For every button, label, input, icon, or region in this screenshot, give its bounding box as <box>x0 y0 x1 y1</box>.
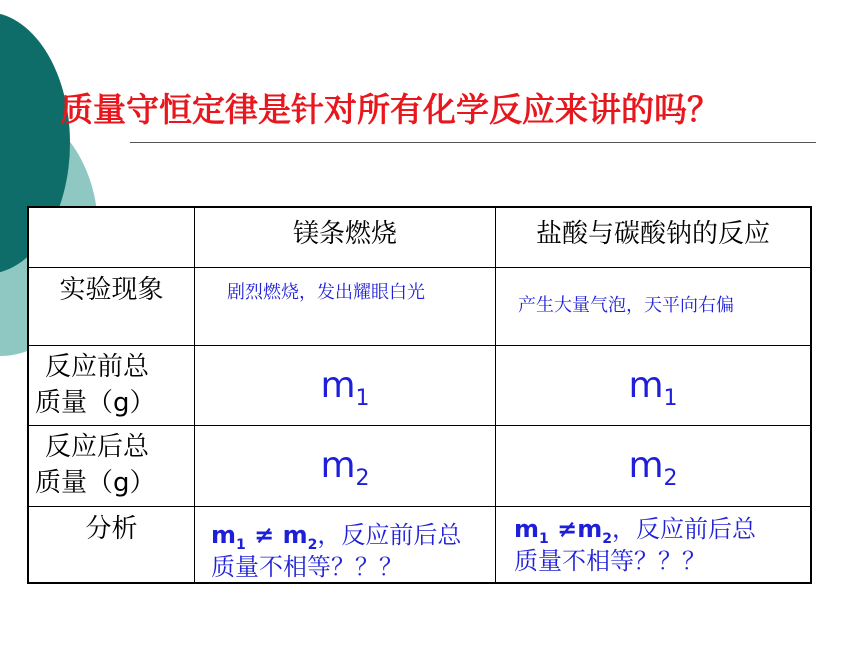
row-label-before-line2: 质量（g） <box>35 388 156 418</box>
row-label-before-line1: 反应前总 <box>45 352 150 382</box>
header-cell-hcl-na2co3 <box>495 208 810 267</box>
not-equal-sign: ≠ <box>245 521 283 549</box>
mass-symbol: m <box>320 445 356 486</box>
mass-subscript: 1 <box>663 386 678 412</box>
table-row-analysis <box>29 506 810 582</box>
row-label-analysis: 分析 <box>85 514 138 544</box>
analysis-cell-magnesium <box>194 507 495 582</box>
mass-symbol: m <box>628 365 664 406</box>
mass-symbol: m <box>211 521 237 549</box>
mass-subscript: 2 <box>355 466 370 492</box>
row-label-cell <box>29 346 194 425</box>
after-mass-cell-magnesium <box>194 426 495 506</box>
table-row-after-mass <box>29 425 810 506</box>
mass-subscript: 1 <box>236 536 246 553</box>
mass-symbol: m <box>320 365 356 406</box>
mass-subscript: 1 <box>355 386 370 412</box>
phenomenon-cell-hcl-na2co3 <box>495 268 810 345</box>
mass-symbol: m <box>282 521 308 549</box>
after-mass-hcl-na2co3-value <box>496 445 810 492</box>
before-mass-magnesium-value <box>195 365 495 412</box>
header-magnesium-label: 镁条燃烧 <box>292 219 397 249</box>
not-equal-sign: ≠ <box>548 515 578 543</box>
mass-subscript: 2 <box>602 530 612 547</box>
mass-subscript: 1 <box>539 530 549 547</box>
row-label-cell <box>29 426 194 506</box>
header-cell-empty <box>29 208 194 267</box>
after-mass-cell-hcl-na2co3 <box>495 426 810 506</box>
phenomenon-hcl-na2co3-text: 产生大量气泡，天平向右偏 <box>518 295 734 316</box>
table-header-row <box>29 208 810 267</box>
header-cell-magnesium <box>194 208 495 267</box>
title-underline <box>130 142 816 143</box>
row-label-after-line1: 反应后总 <box>45 432 150 462</box>
analysis-cell-hcl-na2co3 <box>495 507 810 582</box>
after-mass-magnesium-value <box>195 445 495 492</box>
analysis-tail-text: ，反应前后总 <box>317 521 462 549</box>
table-row-phenomenon <box>29 267 810 345</box>
header-hcl-na2co3-label: 盐酸与碳酸钠的反应 <box>535 219 770 249</box>
analysis-magnesium-line2: 质量不相等？？？ <box>211 553 403 581</box>
analysis-magnesium-line1 <box>211 519 461 551</box>
row-label-cell <box>29 507 194 582</box>
analysis-tail-text: ，反应前后总 <box>612 515 756 543</box>
analysis-hcl-na2co3-line2: 质量不相等？？？ <box>514 547 706 575</box>
row-label-cell <box>29 268 194 345</box>
mass-subscript: 2 <box>663 466 678 492</box>
table-row-before-mass <box>29 345 810 425</box>
phenomenon-magnesium-text: 剧烈燃烧，发出耀眼白光 <box>227 282 425 303</box>
mass-symbol: m <box>628 445 664 486</box>
mass-symbol: m <box>577 515 603 543</box>
analysis-hcl-na2co3-line1 <box>514 513 756 545</box>
mass-symbol: m <box>514 515 540 543</box>
phenomenon-cell-magnesium <box>194 268 495 345</box>
before-mass-cell-hcl-na2co3 <box>495 346 810 425</box>
before-mass-cell-magnesium <box>194 346 495 425</box>
before-mass-hcl-na2co3-value <box>496 365 810 412</box>
row-label-after-line2: 质量（g） <box>35 468 156 498</box>
comparison-table <box>27 206 812 584</box>
slide-title: 质量守恒定律是针对所有化学反应来讲的吗？ <box>60 90 720 129</box>
row-label-phenomenon: 实验现象 <box>59 275 164 305</box>
mass-subscript: 2 <box>307 536 318 553</box>
